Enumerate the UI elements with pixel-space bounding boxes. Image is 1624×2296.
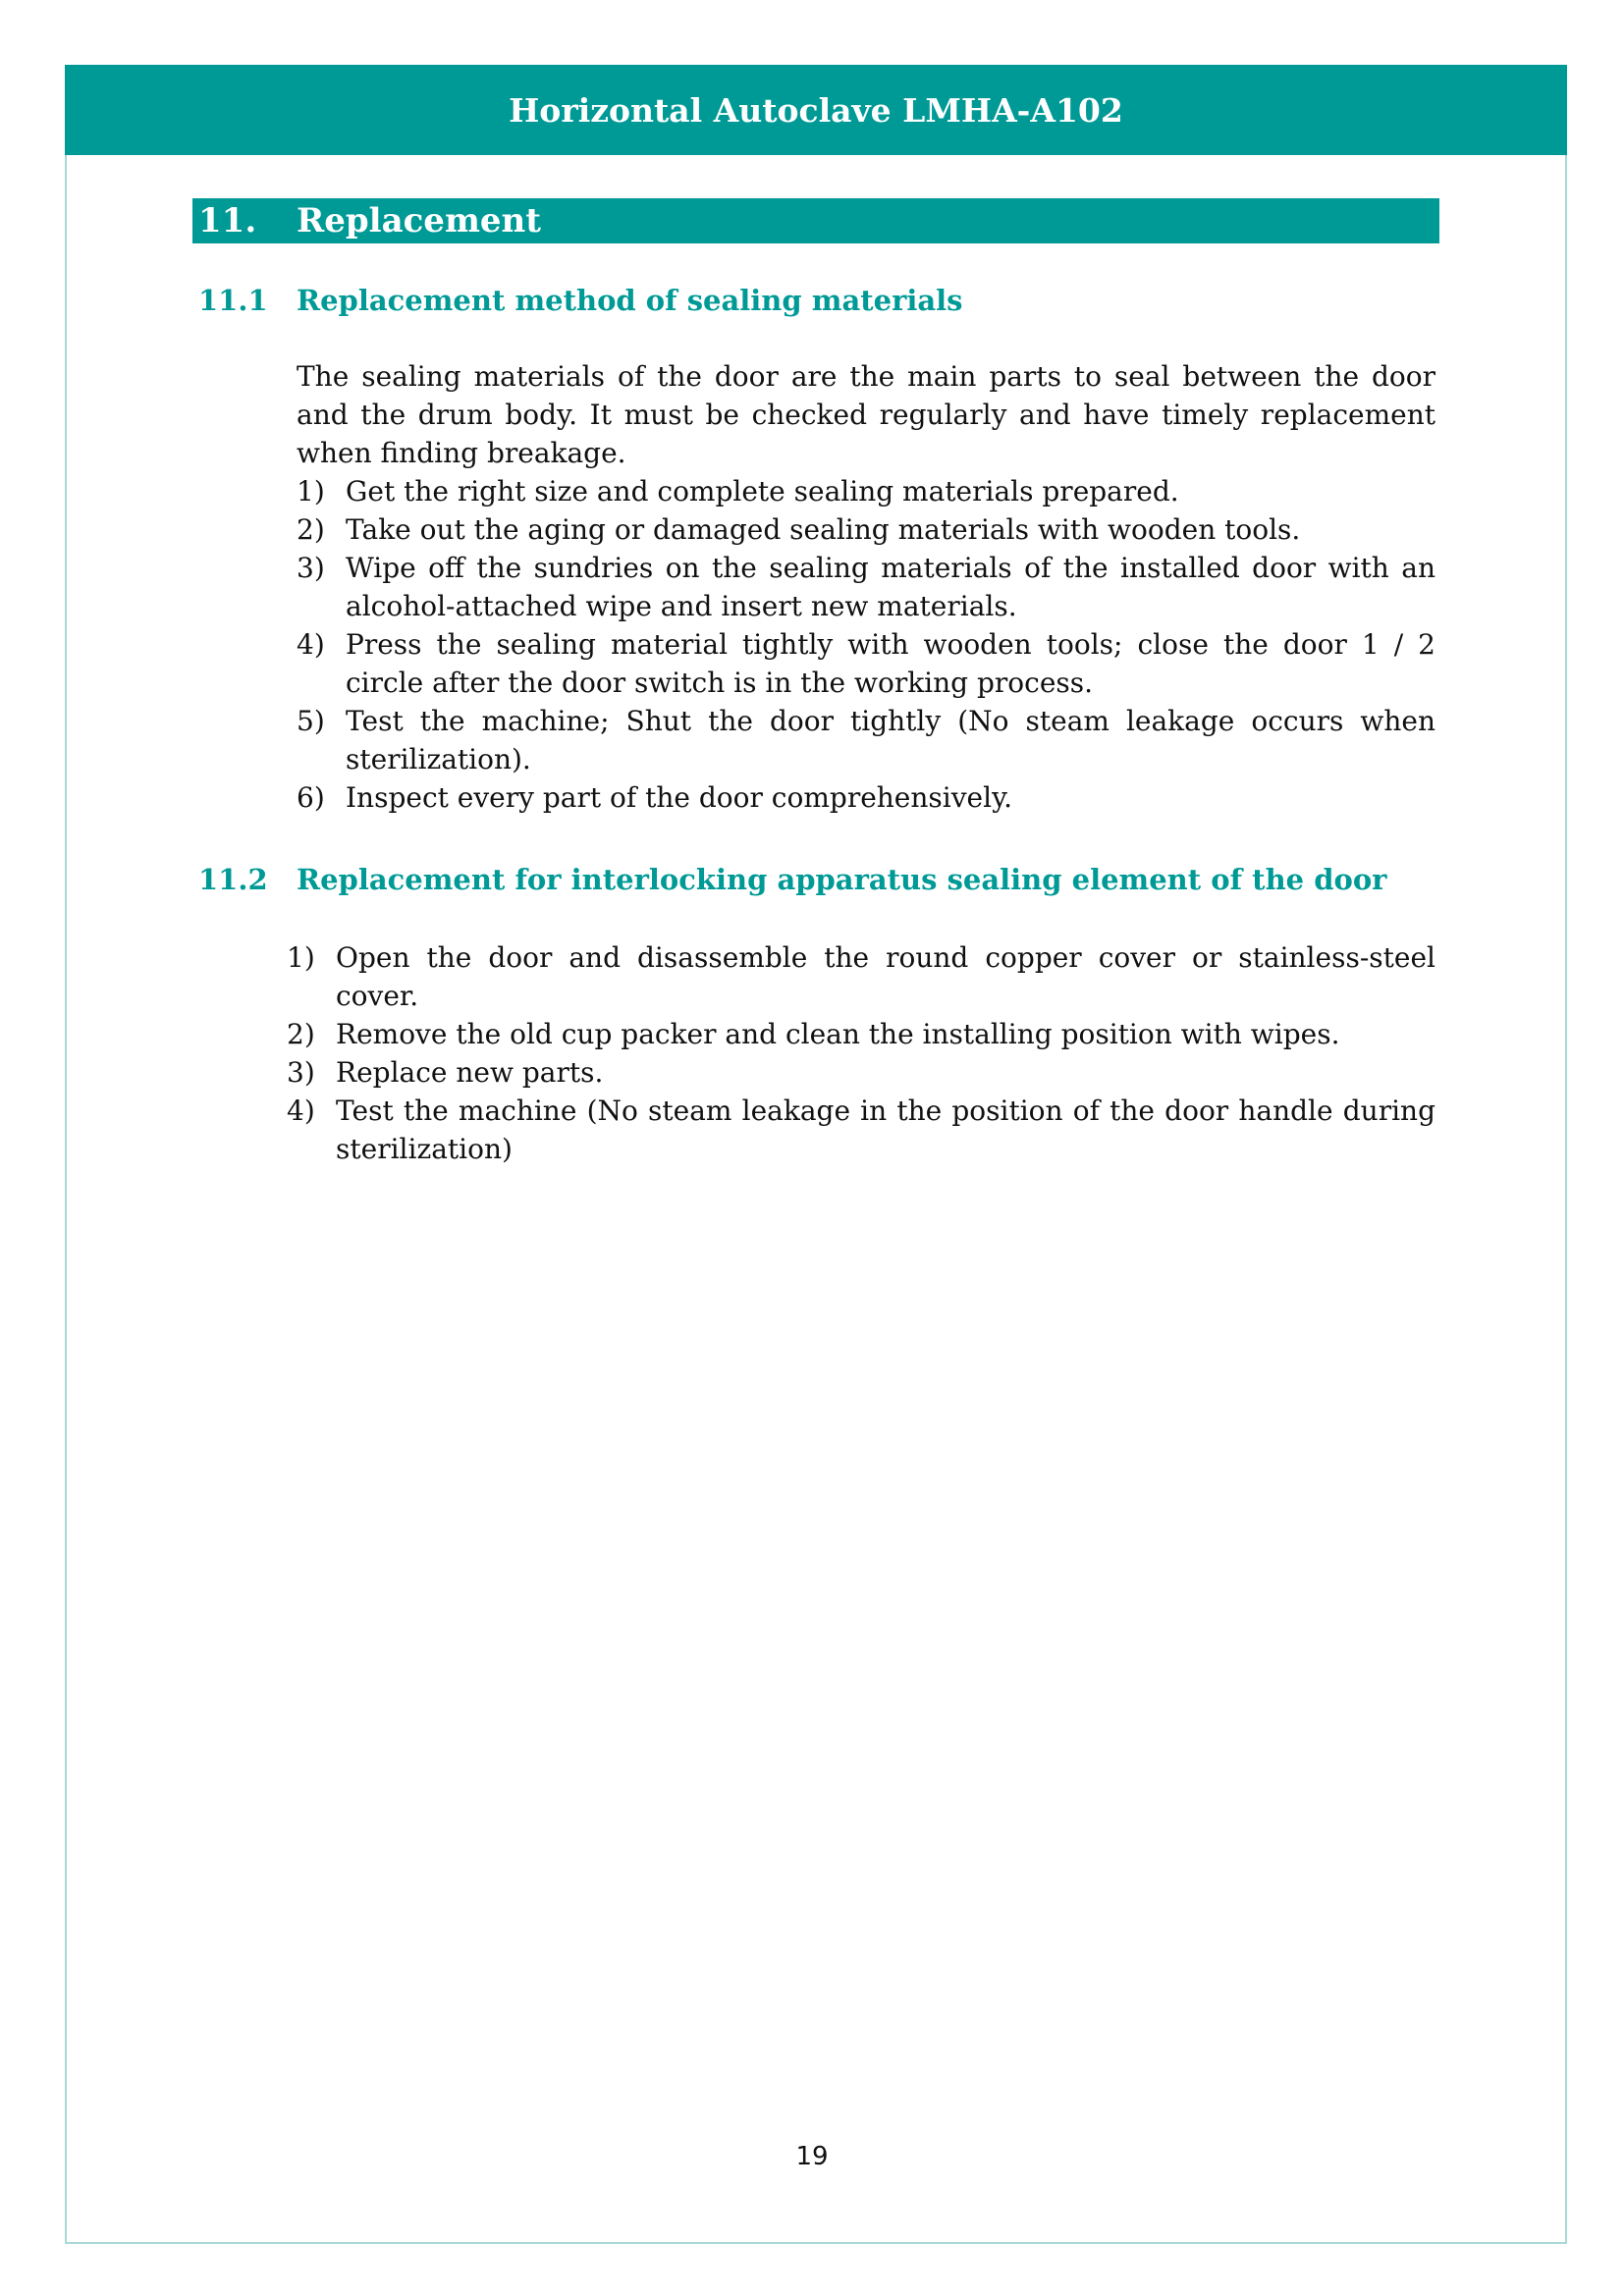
list-marker: 2) [287, 1018, 315, 1050]
list-item-text: Take out the aging or damaged sealing materials with wooden tools. [346, 513, 1301, 546]
list-item [297, 778, 1435, 817]
interlock-steps-list [287, 938, 1435, 1168]
list-marker: 1) [297, 475, 325, 507]
list-item-text: Remove the old cup packer and clean the installing position with wipes. [336, 1018, 1340, 1050]
document-title: Horizontal Autoclave LMHA-A102 [509, 90, 1123, 130]
subsection-title: Replacement method of sealing materials [297, 284, 963, 317]
list-item-text: Open the door and disassemble the round copper cover or stainless-steel cover. [336, 941, 1435, 1012]
page-number: 19 [795, 2142, 829, 2171]
list-marker: 6) [297, 781, 325, 814]
list-item-text: Get the right size and complete sealing materials prepared. [346, 475, 1179, 507]
list-item-text: Replace new parts. [336, 1056, 604, 1089]
list-item [297, 510, 1435, 549]
list-item-text: Test the machine (No steam leakage in the position of the door handle during sterilization) [336, 1095, 1435, 1165]
subsection-number: 11.1 [198, 284, 268, 317]
list-marker: 4) [297, 628, 325, 661]
list-marker: 5) [297, 705, 325, 737]
intro-paragraph: The sealing materials of the door are the main parts to seal between the door and the drum body. It must be checked regularly and have timely replacement when finding breakage. [297, 360, 1435, 469]
list-item [287, 938, 1435, 1015]
list-marker: 2) [297, 513, 325, 546]
section-title: Replacement [297, 201, 541, 240]
list-item [297, 472, 1435, 510]
list-item-text: Test the machine; Shut the door tightly (No steam leakage occurs when sterilization). [346, 705, 1435, 775]
list-item [297, 549, 1435, 625]
header-band [65, 65, 1567, 155]
subsection-title: Replacement for interlocking apparatus sealing element of the door [297, 863, 1387, 896]
list-item [287, 1092, 1435, 1168]
list-marker: 4) [287, 1095, 315, 1127]
list-item-text: Wipe off the sundries on the sealing materials of the installed door with an alcohol-attached wipe and insert new materials. [346, 552, 1435, 622]
list-marker: 3) [287, 1056, 315, 1089]
subsection-number: 11.2 [198, 863, 268, 896]
sealing-steps-list [297, 472, 1435, 817]
list-marker: 3) [297, 552, 325, 584]
section-number: 11. [198, 201, 257, 240]
list-item [297, 625, 1435, 702]
list-marker: 1) [287, 941, 315, 974]
list-item [287, 1053, 1435, 1092]
list-item [287, 1015, 1435, 1053]
list-item-text: Inspect every part of the door comprehensively. [346, 781, 1013, 814]
section-heading [192, 198, 1439, 243]
list-item-text: Press the sealing material tightly with wooden tools; close the door 1 / 2 circle after the door switch is in the working process. [346, 628, 1435, 699]
list-item [297, 702, 1435, 778]
